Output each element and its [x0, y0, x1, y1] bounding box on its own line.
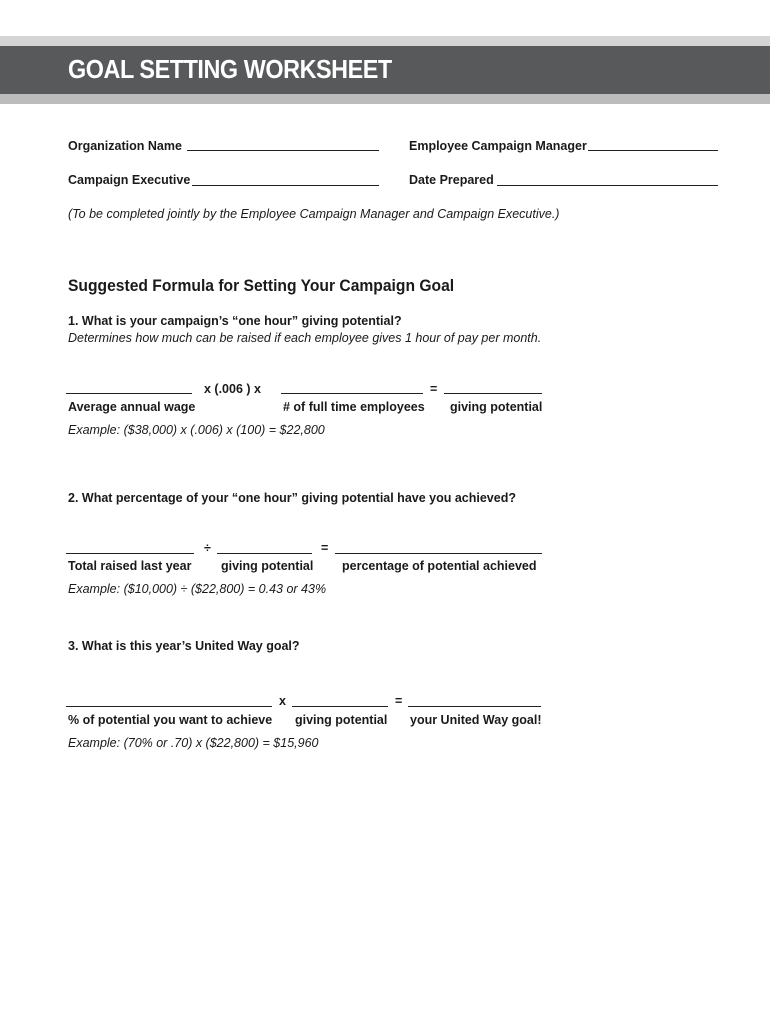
campaign-executive-label: Campaign Executive — [68, 173, 191, 187]
q2-divide-operator: ÷ — [204, 541, 211, 555]
percentage-achieved-field[interactable] — [335, 553, 542, 554]
header-band-top — [0, 36, 770, 46]
organization-name-field[interactable] — [187, 150, 379, 151]
date-prepared-label: Date Prepared — [409, 173, 494, 187]
q3-giving-potential-label: giving potential — [295, 713, 388, 727]
q2-giving-potential-label: giving potential — [221, 559, 314, 573]
formula-heading: Suggested Formula for Setting Your Campaign Goal — [68, 276, 455, 295]
q1-multiply-operator: x (.006 ) x — [204, 382, 261, 396]
question-3-title: 3. What is this year’s United Way goal? — [68, 639, 300, 653]
average-annual-wage-field[interactable] — [66, 393, 192, 394]
q2-equals-operator: = — [321, 541, 329, 555]
question-2-example: Example: ($10,000) ÷ ($22,800) = 0.43 or 43% — [68, 582, 327, 596]
employee-campaign-manager-label: Employee Campaign Manager — [409, 139, 587, 153]
organization-name-label: Organization Name — [68, 139, 182, 153]
page-title: GOAL SETTING WORKSHEET — [68, 54, 392, 84]
q3-equals-operator: = — [395, 694, 403, 708]
question-1-example: Example: ($38,000) x (.006) x (100) = $22,800 — [68, 423, 325, 437]
total-raised-last-year-label: Total raised last year — [68, 559, 192, 573]
completion-note: (To be completed jointly by the Employee Campaign Manager and Campaign Executive.) — [68, 207, 560, 221]
full-time-employees-label: # of full time employees — [283, 400, 425, 414]
q2-giving-potential-field[interactable] — [217, 553, 312, 554]
question-1-title: 1. What is your campaign’s “one hour” giving potential? — [68, 314, 402, 328]
united-way-goal-field[interactable] — [408, 706, 541, 707]
employee-campaign-manager-field[interactable] — [588, 150, 718, 151]
total-raised-last-year-field[interactable] — [66, 553, 194, 554]
question-2-title: 2. What percentage of your “one hour” giving potential have you achieved? — [68, 491, 516, 505]
potential-to-achieve-label: % of potential you want to achieve — [68, 713, 273, 727]
potential-to-achieve-field[interactable] — [66, 706, 272, 707]
header-band-bottom — [0, 94, 770, 104]
q1-equals-operator: = — [430, 382, 438, 396]
q3-multiply-operator: x — [279, 694, 286, 708]
campaign-executive-field[interactable] — [192, 185, 379, 186]
full-time-employees-field[interactable] — [281, 393, 423, 394]
average-annual-wage-label: Average annual wage — [68, 400, 196, 414]
question-3-example: Example: (70% or .70) x ($22,800) = $15,960 — [68, 736, 319, 750]
percentage-achieved-label: percentage of potential achieved — [342, 559, 537, 573]
question-1-subtitle: Determines how much can be raised if each employee gives 1 hour of pay per month. — [68, 331, 542, 345]
q1-giving-potential-label: giving potential — [450, 400, 543, 414]
q1-giving-potential-field[interactable] — [444, 393, 542, 394]
united-way-goal-label: your United Way goal! — [410, 713, 542, 727]
date-prepared-field[interactable] — [497, 185, 718, 186]
q3-giving-potential-field[interactable] — [292, 706, 388, 707]
